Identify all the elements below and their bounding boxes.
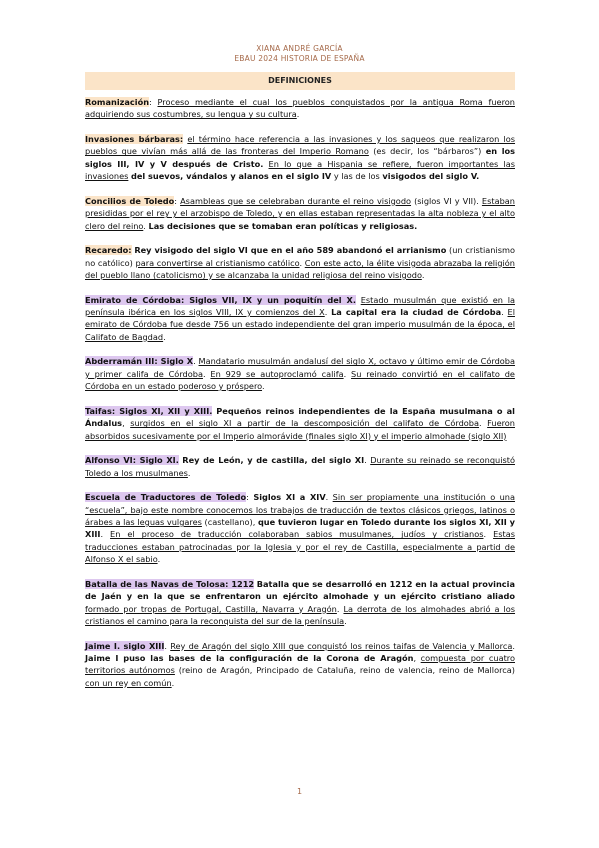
definition-term: Romanización	[85, 97, 150, 107]
definition-text: (es decir, los “bárbaros”)	[368, 146, 486, 157]
definition-text: En el proceso de traducción colaboraban sabios musulmanes, judíos y cristianos	[110, 529, 484, 540]
definition-text: .	[421, 269, 425, 280]
definition-text: del suevos, vándalos y alanos en el siglo IV	[130, 171, 332, 182]
definition-entry	[85, 640, 515, 689]
definition-text: formado por tropas de Portugal, Castilla, Navarra y Aragón	[85, 603, 337, 614]
definition-text: .	[483, 529, 494, 540]
definition-text: Su reinado convirtió en el califato de Córdoba en un estado poderoso y próspero	[85, 368, 515, 392]
definition-text: .	[364, 455, 371, 466]
definition-text: en los siglos III, IV y V después de Cristo.	[85, 146, 515, 169]
definition-text: Rey visigodo del siglo VI que en el año 589 abandonó el arrianismo	[134, 245, 447, 256]
definition-text: Batalla que se desarrolló en 1212 en la actual provincia de Jaén y en la que se enfrentaron un ejército almohade y un ejército cristiano aliado	[85, 578, 515, 602]
definition-term: Jaime I. siglo XIII	[85, 640, 165, 651]
definition-text: .	[193, 356, 199, 367]
definition-text: Asambleas que se celebraban durante el reino visigodo	[180, 195, 412, 206]
definition-text: .	[336, 603, 344, 614]
definition-text: .	[202, 368, 211, 379]
definition-text: .	[187, 467, 191, 478]
document-header	[0, 44, 599, 64]
definition-entry	[85, 133, 515, 182]
definition-text: compuesta por cuatro territorios autónomos	[85, 652, 515, 676]
definition-text: Rey de León, y de castilla, del siglo XI	[182, 455, 365, 466]
definition-text: Estaban presididas por el rey y el arzobispo de Toledo, y en ellas estaban representadas la alta nobleza y el alto clero del reino	[85, 195, 515, 231]
definitions-list	[85, 96, 515, 701]
definition-term: Recaredo:	[85, 245, 132, 256]
definition-text: ,	[413, 652, 421, 663]
definition-text: surgidos en el siglo XI a partir de la descomposición del califato de Córdoba	[130, 418, 479, 429]
definition-text: el término hace referencia a las invasiones y los saqueos que realizaron los pueblos que vivían más allá de las fronteras del Imperio Romano	[85, 134, 516, 157]
definition-text: Pequeños reinos independientes de la España musulmana o al Ándalus	[85, 405, 515, 429]
definition-text: .	[512, 640, 515, 651]
definition-text: :	[174, 195, 181, 206]
definition-text: (siglos VI y VII).	[411, 195, 482, 206]
definition-entry	[85, 244, 515, 281]
definition-term: Emirato de Córdoba: Siglos VII, IX y un poquitín del X.	[85, 294, 356, 305]
definition-text: (un cristianismo no católico)	[85, 245, 515, 268]
definition-text: El emirato de Córdoba fue desde 756 un estado independiente del gran imperio musulmán de la época, el Califato de Bagdad	[85, 307, 515, 342]
course-title: EBAU 2024 HISTORIA DE ESPAÑA	[234, 54, 365, 63]
definition-text: Proceso mediante el cual los pueblos conquistados por la antigua Roma fueron adquiriendo sus costumbres, su lengua y su cultura	[85, 97, 515, 120]
definition-text: Rey de Aragón del siglo XIII que conquistó los reinos taifas de Valencia y Mallorca	[170, 640, 513, 651]
page-number: 1	[296, 787, 303, 796]
definition-entry	[85, 96, 515, 121]
definition-text: .	[262, 381, 265, 392]
definition-text: con un rey en común	[85, 677, 172, 688]
definition-text: .	[299, 257, 305, 268]
definition-entry	[85, 491, 515, 565]
definition-term: Concilios de Toledo	[85, 195, 175, 206]
definition-text: Mandatario musulmán andalusí del siglo X, octavo y último emir de Córdoba y primer califa de Córdoba	[85, 356, 515, 379]
definition-term: Alfonso VI: Siglo XI.	[85, 455, 179, 466]
definition-text: Estas traducciones estaban patrocinadas por la Iglesia y por el rey de Castilla, especialmente a partid de Alfonso X el sabio	[85, 529, 515, 565]
definition-text: La capital era la ciudad de Córdoba	[331, 307, 502, 318]
definition-term: Invasiones bárbaras:	[85, 134, 184, 145]
definition-text: .	[343, 368, 352, 379]
definition-text: Siglos XI a XIV	[253, 492, 326, 503]
definition-text: Con este acto, la élite visigoda abrazaba la religión del pueblo llano (catolicismo) y se alcanzaba la unidad religiosa del reino visigodo	[85, 257, 515, 280]
definition-text: .	[100, 529, 111, 540]
definition-text: Durante su reinado se reconquistó Toledo a los musulmanes	[85, 455, 515, 478]
definition-text: .	[501, 307, 508, 318]
definition-term: Batalla de las Navas de Tolosa: 1212	[85, 578, 255, 589]
definition-text: que tuvieron lugar en Toledo durante los siglos XI, XII y XIII	[85, 517, 515, 540]
author-name: XIANA ANDRÉ GARCÍA	[256, 44, 343, 53]
definition-term: Abderramán III: Siglo X	[85, 356, 194, 367]
definition-text: .	[163, 331, 166, 342]
definition-text: :	[246, 492, 254, 503]
definition-text: (castellano),	[201, 517, 258, 528]
definition-text: .	[296, 109, 300, 120]
definition-text: para convertirse al cristianismo católico	[135, 257, 300, 268]
definition-text: La derrota de los almohades abrió a los cristianos el camino para la reconquista del sur de la península	[85, 603, 516, 626]
definition-entry	[85, 578, 515, 627]
definition-term: Taifas: Siglos XI, XII y XIII.	[85, 405, 213, 416]
definition-text: .	[479, 418, 488, 429]
definition-text: :	[149, 97, 158, 107]
definition-text: .	[324, 307, 332, 318]
definition-text: ,	[122, 418, 131, 429]
section-title: DEFINICIONES	[85, 72, 515, 90]
definition-text: .	[143, 220, 149, 231]
definition-text: Estado musulmán que existió en la península ibérica en los siglos VIII, IX y comienzos del X	[85, 294, 515, 318]
definition-entry	[85, 355, 515, 392]
definition-text: Las decisiones que se tomaban eran políticas y religiosas.	[148, 220, 418, 231]
definition-entry	[85, 195, 515, 232]
definition-text: Fueron absorbidos sucesivamente por el Imperio almorávide (finales siglo XI) y el imperio almohade (siglo XII)	[85, 418, 515, 441]
definition-text: Sin ser propiamente una institución o una “escuela”, bajo este nombre conocemos los trabajos de traducción de textos clásicos griegos, latinos o árabes a las leguas vulgares	[85, 492, 516, 528]
definition-text: En 929 se autoproclamó califa	[210, 368, 344, 379]
definition-text: .	[164, 640, 171, 651]
definition-text: .	[157, 554, 161, 565]
definition-text: En lo que a Hispania se refiere, fueron importantes las invasiones	[85, 158, 515, 182]
definition-entry	[85, 454, 515, 479]
definition-text: (reino de Aragón, Principado de Cataluña, reino de valencia, reino de Mallorca)	[174, 665, 515, 676]
definition-text: visigodos del siglo V.	[382, 171, 480, 182]
definition-entry	[85, 405, 515, 442]
definition-term: Escuela de Traductores de Toledo	[85, 492, 247, 503]
definition-text: .	[344, 615, 347, 626]
definition-entry	[85, 294, 515, 343]
definition-text: Jaime I puso las bases de la configuración de la Corona de Aragón	[85, 652, 414, 663]
definition-text: .	[171, 677, 175, 688]
definition-text: .	[325, 492, 333, 503]
definition-text: y las de los	[331, 171, 383, 182]
